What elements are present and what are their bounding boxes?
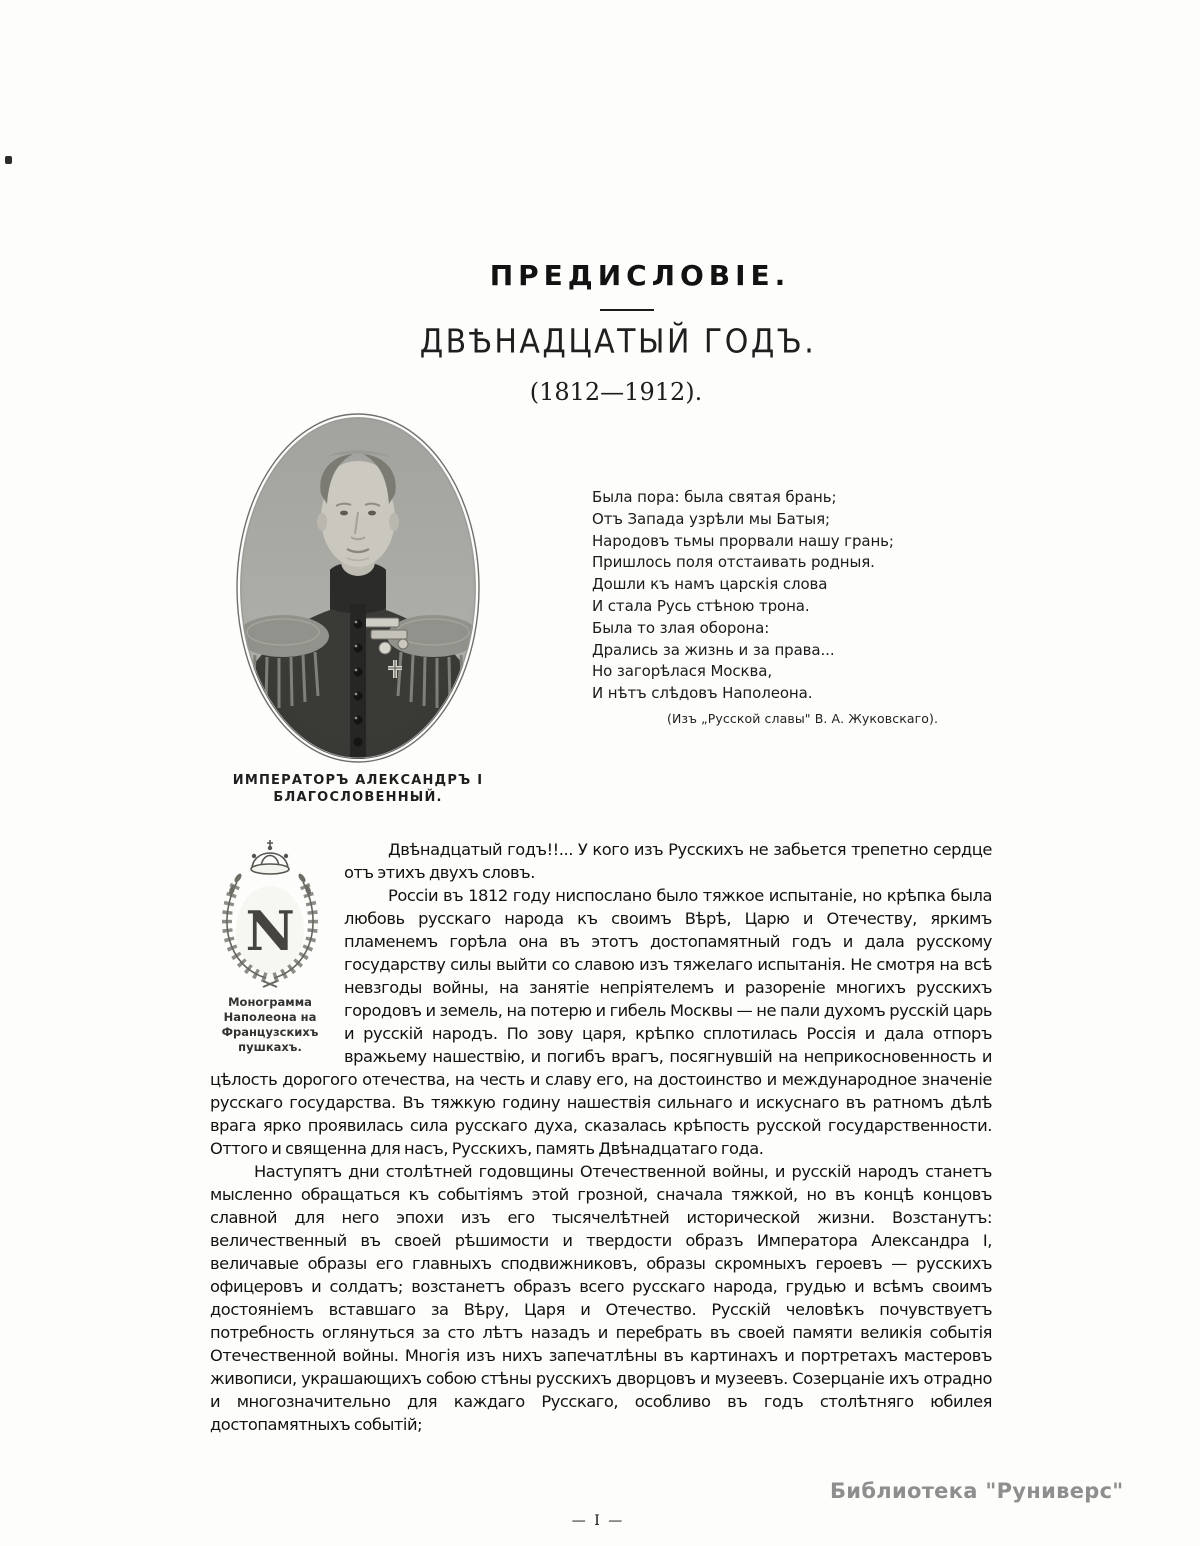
monogram-caption-line: Наполеона на [223,1010,317,1024]
poem-line: Дошли къ намъ царскія слова [592,575,828,594]
poem-line: Народовъ тьмы прорвали нашу грань; [592,531,894,550]
library-watermark: Библиотека "Руниверс" [830,1479,1124,1503]
poem-line: Была пора: была святая брань; [592,488,837,506]
scan-speck [5,156,12,164]
page-number: — I — [571,1513,625,1529]
preface-title: ПРЕДИСЛОВІЕ. [489,259,791,292]
monogram-caption-line: Французскихъ [221,1025,319,1039]
portrait-alexander-i-image [235,412,481,764]
napoleon-monogram-image [211,838,329,988]
poem-line: Дрались за жизнь и за права... [592,640,835,659]
portrait-caption-line2: БЛАГОСЛОВЕННЫЙ. [273,790,443,805]
monogram-letter: N [245,899,295,963]
napoleon-monogram-figure [210,838,330,1055]
poem-line: Но загорѣлася Москва, [592,662,772,681]
body-paragraph: Двѣнадцатый годъ!!... У кого изъ Русскихъ не забьется трепетно сердце отъ этихъ двухъ словъ. [344,840,992,882]
monogram-caption [210,995,330,1055]
page-title: ДВѢНАДЦАТЫЙ ГОДЪ. [419,323,817,362]
body-paragraph: Наступятъ дни столѣтней годовщины Отечественной войны, и русскій народъ станетъ мысленно обращаться къ событіямъ этой грозной, сначала тяжкой, но въ концѣ концовъ славной для него эпохи изъ его тысячелѣтней исторической жизни. Возстанутъ: величественный въ своей рѣшимости и твердости образъ Императора Александра I, величавые образы его главныхъ сподвижниковъ, образы скромныхъ героевъ — русскихъ офицеровъ и солдатъ; возстанетъ образъ всего русскаго народа, грудью и всѣмъ своимъ достояніемъ вставшаго за Вѣру, Царя и Отечество. Русскій человѣкъ почувствуетъ потребность оглянуться за сто лѣтъ назадъ и перебрать въ своей памяти великія событія Отечественной войны. Многія изъ нихъ запечатлѣны въ картинахъ и портретахъ мастеровъ живописи, украшающихъ собою стѣны русскихъ дворцовъ и музеевъ. Созерцаніе ихъ отрадно и многозначительно для каждаго Русскаго, особливо въ годъ столѣтняго юбилея достопамятныхъ событій; [210,1162,992,1434]
poem-attribution: (Изъ „Русской славы" В. А. Жуковскаго). [667,711,939,726]
body-paragraph: Россіи въ 1812 году ниспослано было тяжкое испытаніе, но крѣпка была любовь русскаго народа къ своимъ Вѣрѣ, Царю и Отечеству, яркимъ пламенемъ горѣла она въ этотъ достопамятный годъ и дала русскому государству силы выйти со славою изъ тяжелаго испытанія. Не смотря на всѣ невзгоды войны, на занятіе непріятелемъ и разореніе многихъ русскихъ городовъ и земель, на потерю и гибель Москвы — не пали духомъ русскій царь и русскій народъ. По зову царя, крѣпко сплотилась Россія и дала отпоръ вражьему нашествію, и погибъ врагъ, посягнувшій на неприкосновенность и цѣлость дорогого отечества, на честь и славу его, на достоинство и международное значеніе русскаго государства. Въ тяжкую годину нашествія сильнаго и искуснаго въ ратномъ дѣлѣ врага ярко проявилась сила русскаго духа, сказалась крѣпость русской государственности. Оттого и священна для насъ, Русскихъ, память Двѣнадцатаго года. [210,886,992,1158]
years-subtitle: (1812—1912). [529,378,703,406]
monogram-caption-line: Монограмма [228,995,312,1009]
poem-line: Отъ Запада узрѣли мы Батыя; [592,509,830,528]
poem-line: И нѣтъ слѣдовъ Наполеона. [592,684,813,703]
poem-line: Пришлось поля отстаивать родныя. [592,553,875,572]
title-divider [600,309,654,311]
portrait-caption-line1: ИМПЕРАТОРЪ АЛЕКСАНДРЪ I [232,773,484,788]
monogram-caption-line: пушкахъ. [238,1040,302,1054]
body-text [210,838,992,1436]
portrait-caption [233,772,483,806]
poem-line: Была то злая оборона: [592,618,770,637]
poem-block [592,487,894,705]
poem-line: И стала Русь стѣною трона. [592,596,810,615]
